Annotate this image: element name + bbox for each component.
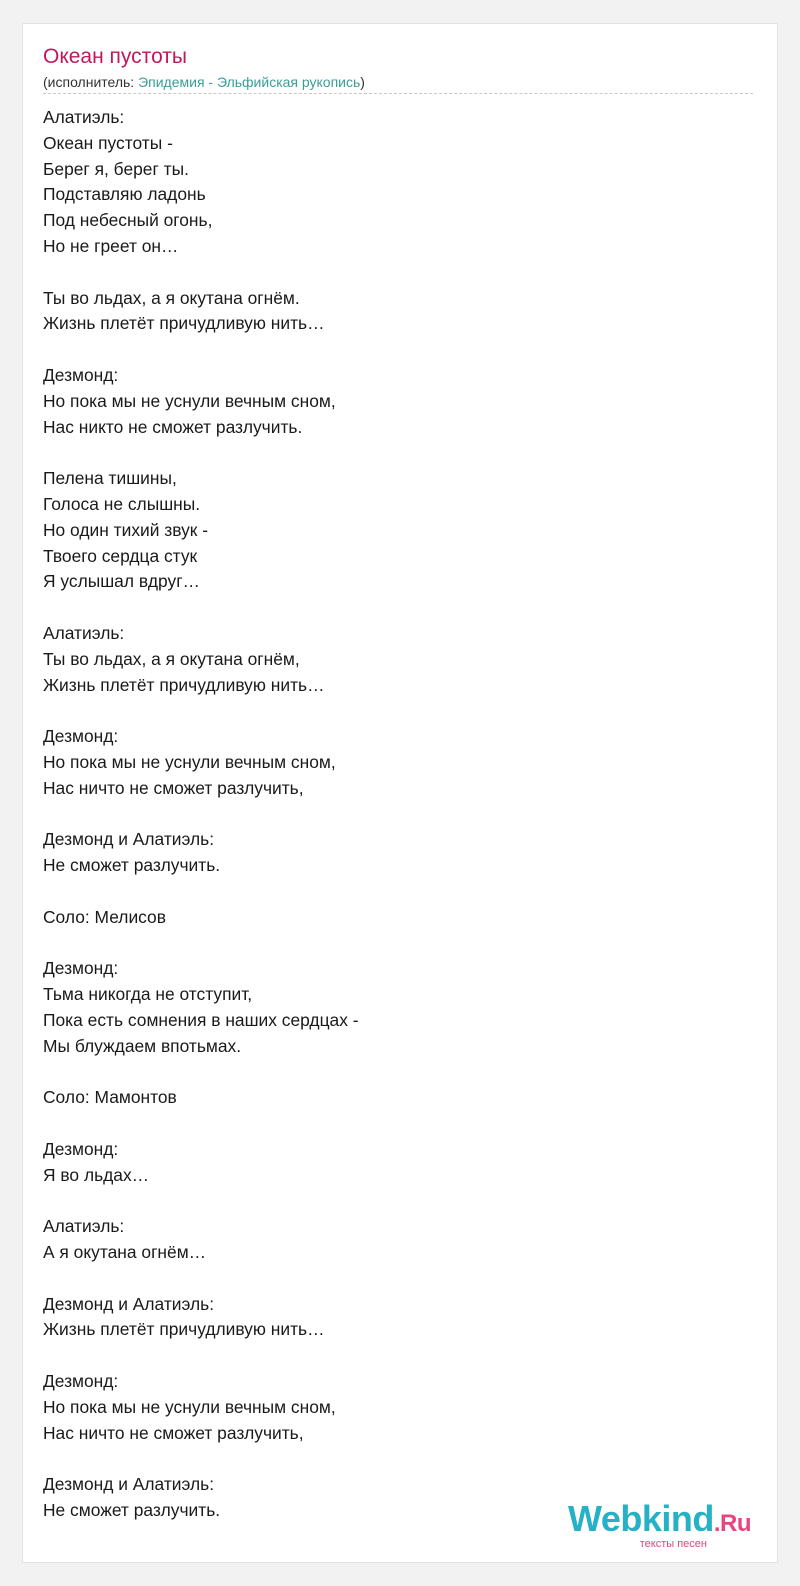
lyrics-stanza — [43, 466, 743, 595]
lyrics-line: Дезмонд и Алатиэль: — [43, 1474, 215, 1495]
lyrics-line: Подставляю ладонь — [43, 184, 206, 205]
lyrics-line: Дезмонд и Алатиэль: — [43, 829, 215, 850]
lyrics-stanza — [43, 286, 743, 338]
lyrics-line: Нас ничто не сможет разлучить, — [43, 777, 304, 798]
lyrics-line: Под небесный огонь, — [43, 210, 213, 231]
lyrics-line: Дезмонд: — [43, 958, 119, 979]
lyrics-line: Соло: Мамонтов — [43, 1087, 177, 1108]
lyrics-line: Но пока мы не уснули вечным сном, — [43, 390, 336, 411]
byline-prefix: (исполнитель: — [43, 74, 139, 90]
lyrics-line: А я окутана огнём… — [43, 1242, 207, 1263]
lyrics-line: Алатиэль: — [43, 622, 125, 643]
lyrics-stanza — [43, 827, 743, 879]
logo-main-text: Webkind — [567, 1498, 714, 1539]
lyrics-stanza — [43, 1369, 743, 1446]
lyrics-line: Дезмонд: — [43, 364, 119, 385]
lyrics-line: Пелена тишины, — [43, 468, 177, 489]
lyrics-line: Дезмонд и Алатиэль: — [43, 1293, 215, 1314]
lyrics-line: Но не греет он… — [43, 235, 179, 256]
lyrics-line: Твоего сердца стук — [43, 545, 198, 566]
lyrics-line: Голоса не слышны. — [43, 493, 201, 514]
lyrics-line: Нас никто не сможет разлучить. — [43, 416, 303, 437]
lyrics-line: Дезмонд: — [43, 726, 119, 747]
lyrics-line: Пока есть сомнения в наших сердцах - — [43, 1009, 359, 1030]
lyrics-line: Дезмонд: — [43, 1371, 119, 1392]
lyrics-line: Но пока мы не уснули вечным сном, — [43, 1396, 336, 1417]
lyrics-body — [43, 105, 743, 1550]
lyrics-line: Жизнь плетёт причудливую нить… — [43, 674, 325, 695]
lyrics-line: Но один тихий звук - — [43, 519, 209, 540]
dashed-divider — [43, 93, 753, 94]
lyrics-line: Мы блуждаем впотьмах. — [43, 1035, 242, 1056]
lyrics-line: Дезмонд: — [43, 1138, 119, 1159]
byline-suffix: ) — [360, 74, 365, 90]
song-title: Океан пустоты — [43, 45, 187, 68]
lyrics-line: Жизнь плетёт причудливую нить… — [43, 313, 325, 334]
logo-tagline: тексты песен — [639, 1538, 707, 1550]
lyrics-stanza — [43, 363, 743, 440]
lyrics-line: Жизнь плетёт причудливую нить… — [43, 1319, 325, 1340]
lyrics-line: Алатиэль: — [43, 107, 125, 127]
lyrics-line: Ты во льдах, а я окутана огнём, — [43, 648, 300, 669]
lyrics-line: Не сможет разлучить. — [43, 1500, 221, 1521]
lyrics-stanza — [43, 1214, 743, 1266]
site-logo[interactable] — [567, 1498, 751, 1550]
lyrics-stanza — [43, 724, 743, 801]
lyrics-line: Нас ничто не сможет разлучить, — [43, 1422, 304, 1443]
lyrics-line: Алатиэль: — [43, 1216, 125, 1237]
lyrics-stanza — [43, 1137, 743, 1189]
lyrics-stanza — [43, 1085, 743, 1111]
lyrics-line: Тьма никогда не отступит, — [43, 984, 253, 1005]
lyrics-line: Соло: Мелисов — [43, 906, 166, 927]
logo-wordmark — [567, 1498, 751, 1542]
lyrics-line: Ты во льдах, а я окутана огнём. — [43, 287, 300, 308]
artist-link[interactable]: Эпидемия - Эльфийская рукопись — [138, 74, 361, 90]
lyrics-stanza — [43, 956, 743, 1059]
lyrics-stanza — [43, 905, 743, 931]
lyrics-card — [22, 23, 778, 1563]
logo-tld: .Ru — [713, 1510, 751, 1537]
lyrics-line: Океан пустоты - — [43, 132, 173, 153]
lyrics-line: Берег я, берег ты. — [43, 158, 189, 179]
lyrics-stanza — [43, 1292, 743, 1344]
artist-byline — [43, 73, 365, 91]
lyrics-line: Я во льдах… — [43, 1164, 150, 1185]
lyrics-line: Но пока мы не уснули вечным сном, — [43, 751, 336, 772]
lyrics-line: Не сможет разлучить. — [43, 855, 221, 876]
lyrics-stanza — [43, 621, 743, 698]
lyrics-line: Я услышал вдруг… — [43, 571, 200, 592]
lyrics-stanza — [43, 105, 743, 260]
